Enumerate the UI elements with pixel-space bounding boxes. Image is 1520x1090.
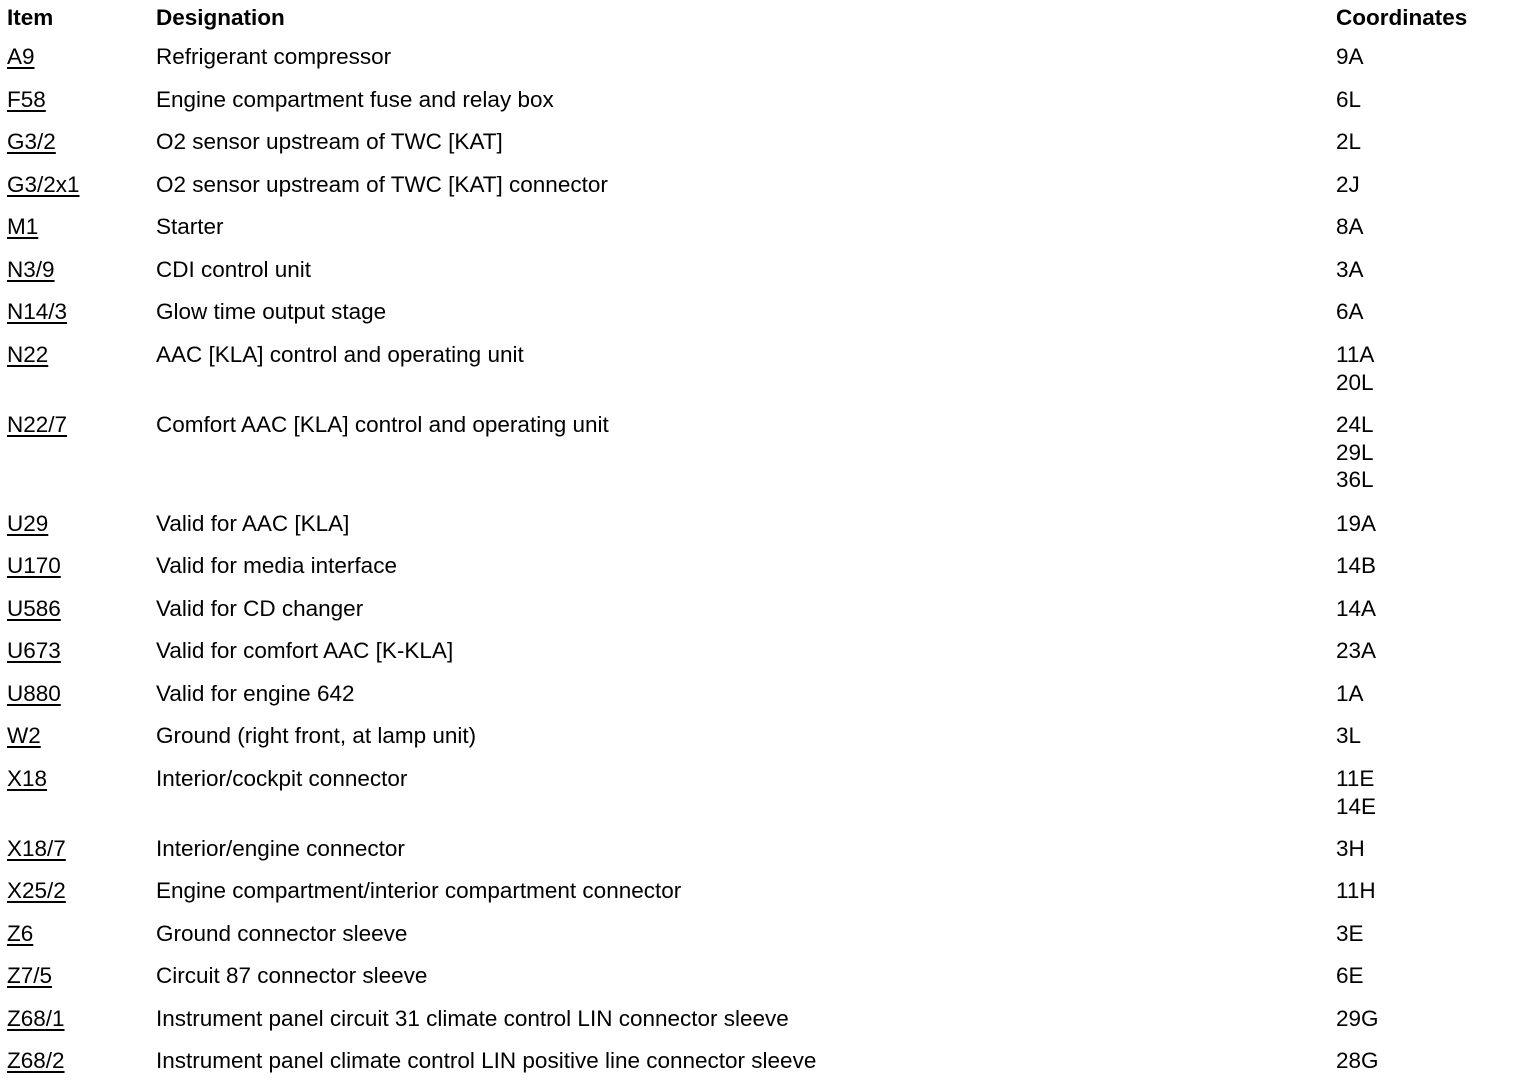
item-link[interactable]: U29 (7, 511, 49, 536)
coordinates-cell (1336, 171, 1360, 199)
designation-text: Valid for comfort AAC [K-KLA] (156, 638, 454, 663)
coordinates-cell (1336, 341, 1374, 396)
designation-text: Interior/engine connector (156, 836, 405, 861)
coordinate-value: 2L (1336, 129, 1362, 154)
coordinate-value: 29G (1336, 1006, 1379, 1031)
designation-text: Valid for CD changer (156, 596, 364, 621)
coordinate-value: 6L (1336, 87, 1362, 112)
designation-text: Instrument panel climate control LIN positive line connector sleeve (156, 1048, 817, 1073)
coordinates-cell (1336, 43, 1364, 71)
designation-text: Starter (156, 214, 224, 239)
header-designation: Designation (156, 5, 285, 30)
designation-text: Valid for media interface (156, 553, 397, 578)
coordinate-value: 3L (1336, 723, 1362, 748)
item-link[interactable]: Z6 (7, 921, 34, 946)
coordinates-cell (1336, 256, 1364, 284)
coordinates-cell (1336, 1047, 1379, 1075)
coordinate-value: 36L (1336, 467, 1374, 492)
designation-text: Interior/cockpit connector (156, 766, 408, 791)
item-link[interactable]: N3/9 (7, 257, 55, 282)
coordinate-value: 9A (1336, 44, 1364, 69)
coordinates-cell (1336, 962, 1364, 990)
designation-text: Valid for engine 642 (156, 681, 355, 706)
header-item: Item (7, 5, 54, 30)
designation-text: Instrument panel circuit 31 climate control LIN connector sleeve (156, 1006, 789, 1031)
item-link[interactable]: X18/7 (7, 836, 66, 861)
designation-text: Engine compartment fuse and relay box (156, 87, 554, 112)
coordinates-cell (1336, 128, 1361, 156)
item-link[interactable]: N14/3 (7, 299, 68, 324)
item-link[interactable]: F58 (7, 87, 46, 112)
designation-text: Engine compartment/interior compartment connector (156, 878, 682, 903)
item-link[interactable]: M1 (7, 214, 39, 239)
coordinate-value: 29L (1336, 439, 1374, 465)
coordinates-cell (1336, 920, 1364, 948)
designation-text: Valid for AAC [KLA] (156, 511, 350, 536)
designation-text: AAC [KLA] control and operating unit (156, 342, 524, 367)
coordinate-value: 6A (1336, 299, 1364, 324)
coordinate-value: 1A (1336, 681, 1364, 706)
coordinates-cell (1336, 298, 1364, 326)
coordinate-value: 14E (1336, 793, 1377, 819)
coordinates-cell (1336, 637, 1376, 665)
designation-text: Circuit 87 connector sleeve (156, 963, 428, 988)
designation-text: CDI control unit (156, 257, 312, 282)
coordinate-value: 20L (1336, 369, 1374, 395)
designation-text: O2 sensor upstream of TWC [KAT] connector (156, 172, 608, 197)
coordinates-cell (1336, 835, 1365, 863)
coordinate-value: 2J (1336, 172, 1360, 197)
designation-text: Ground connector sleeve (156, 921, 408, 946)
coordinate-value: 3E (1336, 921, 1364, 946)
item-link[interactable]: W2 (7, 723, 41, 748)
coordinate-value: 8A (1336, 214, 1364, 239)
designation-text: Glow time output stage (156, 299, 387, 324)
coordinate-value: 14B (1336, 553, 1377, 578)
coordinate-value: 11H (1336, 878, 1376, 903)
coordinate-value: 11E (1336, 766, 1375, 791)
item-link[interactable]: G3/2x1 (7, 172, 80, 197)
designation-text: O2 sensor upstream of TWC [KAT] (156, 129, 503, 154)
coordinates-cell (1336, 765, 1376, 820)
coordinate-value: 19A (1336, 511, 1377, 536)
item-link[interactable]: X18 (7, 766, 48, 791)
item-link[interactable]: G3/2 (7, 129, 56, 154)
item-link[interactable]: U673 (7, 638, 61, 663)
designation-text: Refrigerant compressor (156, 44, 392, 69)
coordinates-cell (1336, 86, 1361, 114)
item-link[interactable]: Z68/1 (7, 1006, 65, 1031)
coordinates-cell (1336, 595, 1376, 623)
item-link[interactable]: A9 (7, 44, 35, 69)
coordinates-cell (1336, 510, 1376, 538)
coordinates-cell (1336, 722, 1361, 750)
coordinates-cell (1336, 877, 1376, 905)
header-coordinates: Coordinates (1336, 5, 1468, 30)
coordinate-value: 28G (1336, 1048, 1379, 1073)
coordinate-value: 14A (1336, 596, 1377, 621)
item-link[interactable]: U586 (7, 596, 61, 621)
item-link[interactable]: X25/2 (7, 878, 66, 903)
coordinate-value: 11A (1336, 342, 1375, 367)
coordinate-value: 3A (1336, 257, 1364, 282)
item-link[interactable]: U880 (7, 681, 61, 706)
coordinates-cell (1336, 552, 1376, 580)
designation-text: Comfort AAC [KLA] control and operating unit (156, 412, 609, 437)
item-link[interactable]: Z7/5 (7, 963, 53, 988)
item-link[interactable]: N22 (7, 342, 49, 367)
item-link[interactable]: Z68/2 (7, 1048, 65, 1073)
coordinates-cell (1336, 1005, 1379, 1033)
coordinates-cell (1336, 411, 1374, 494)
coordinates-cell (1336, 213, 1364, 241)
coordinate-value: 3H (1336, 836, 1365, 861)
coordinates-cell (1336, 680, 1364, 708)
coordinate-value: 23A (1336, 638, 1377, 663)
item-link[interactable]: N22/7 (7, 412, 68, 437)
coordinate-value: 24L (1336, 412, 1374, 437)
item-link[interactable]: U170 (7, 553, 61, 578)
coordinate-value: 6E (1336, 963, 1364, 988)
table-header (0, 4, 1520, 34)
designation-text: Ground (right front, at lamp unit) (156, 723, 477, 748)
